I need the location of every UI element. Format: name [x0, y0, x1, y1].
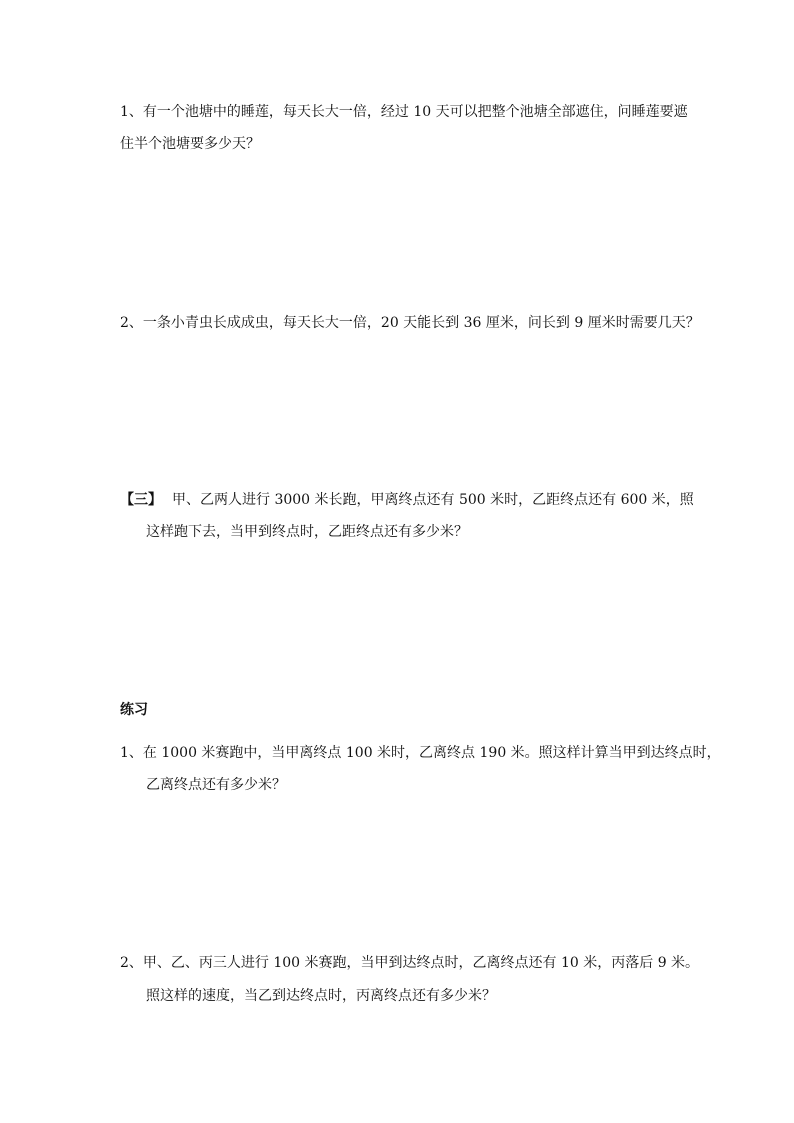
- practice-q1-line-2: 乙离终点还有多少米？: [146, 777, 286, 793]
- problem-1-line-1: 1、有一个池塘中的睡莲，每天长大一倍，经过 10 天可以把整个池塘全部遮住，问睡莲要遮: [120, 104, 688, 120]
- problem-3-line-2: 这样跑下去，当甲到终点时，乙距终点还有多少米？: [146, 524, 468, 540]
- problem-3-tag: 【三】: [120, 492, 162, 508]
- problem-3-line-1: [120, 490, 694, 510]
- problem-1-line-2: 住半个池塘要多少天？: [120, 136, 260, 152]
- problem-2-line-1: 2、一条小青虫长成成虫，每天长大一倍，20 天能长到 36 厘米，问长到 9 厘米时需要几天？: [120, 315, 700, 331]
- problem-3-text: 甲、乙两人进行 3000 米长跑，甲离终点还有 500 米时，乙距终点还有 600 米，照: [172, 492, 694, 508]
- practice-q1-line-1: 1、在 1000 米赛跑中，当甲离终点 100 米时，乙离终点 190 米。照这样计算当甲到达终点时，: [120, 745, 721, 761]
- practice-q2-line-1: 2、甲、乙、丙三人进行 100 米赛跑，当甲到达终点时，乙离终点还有 10 米，丙落后 9 米。: [120, 955, 700, 971]
- practice-q2-line-2: 照这样的速度，当乙到达终点时，丙离终点还有多少米？: [146, 988, 496, 1004]
- practice-heading: 练习: [120, 702, 148, 718]
